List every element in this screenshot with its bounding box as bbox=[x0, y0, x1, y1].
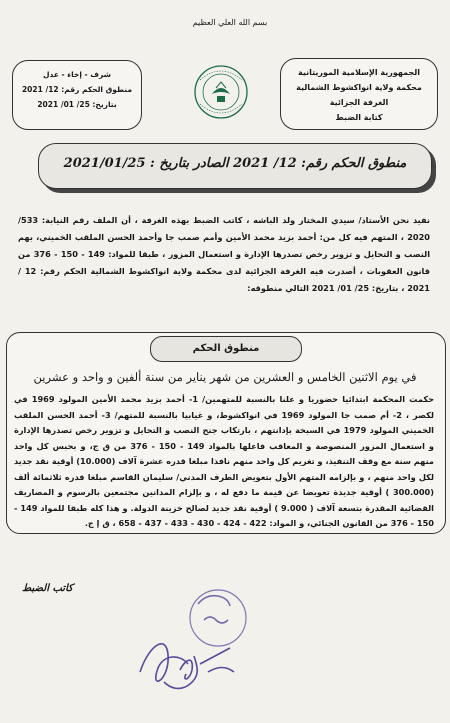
judgment-reference-box bbox=[12, 60, 142, 130]
country-name: الجمهورية الإسلامية الموريتانية bbox=[297, 68, 421, 77]
signature-stamp bbox=[120, 560, 270, 710]
court-name: محكمة ولاية انواكشوط الشمالية bbox=[296, 83, 422, 92]
ruling-date-line: في يوم الاثنين الخامس و العشرين من شهر يناير من سنة ألفين و واحد و عشرين bbox=[33, 370, 417, 384]
ruling-heading: منطوق الحكم bbox=[150, 336, 302, 362]
ruling-body: حكمت المحكمة ابتدائيا حضوريا و علنا بالنسبة للمتهمين/ 1- أحمد بزيد محمد الأمين المولود 1969 في لكصر ، 2- أم صمب جا المولود 1969 في انواكشوط، و غيابيا بالنسبة للمتهم/ 3- أحمد الحسن الملقب الخميني المولود 1979 في السبخة بإدانتهم ، بارتكاب جنح النصب و التحايل و تزوير رخص تصدرها الإدارة و استعمال المزور المنصوصة و المعاقب فاعلها بالمواد 149 - 150 - 376 من ق ج، و بحبس كل واحد منهم سنة مع وقف التنفيذ، و تغريم كل واحد منهم نافذا مبلغا قدره عشرة آلاف (10.000) أوقية نقد جديد لكل واحد منهم ، و بإلزامه المتهم الأول بتعويض الطرف المدني/ سليمان القاسم مبلغا قدره ثلاثمائة ألف (300.000 ) أوقية جديدة تعويضا عن قيمة ما دفع له ، و بإلزام المدانين مجتمعين بالرسوم و المصاريف القضائية المقدرة بتسعة آلاف ( 9.000 ) أوقية نقد جديد لصالح خزينة الدولة. و هذا كله طبقا للمواد 149 - 150 - 376 من القانون الجنائي، و المواد: 422 - 424 - 430 - 433 - 437 - 658 ، ق إ ج. bbox=[14, 394, 434, 528]
institution-header-box bbox=[280, 58, 438, 130]
document-title: منطوق الحكم رقم: 12/ 2021 الصادر بتاريخ : 2021/01/25 bbox=[63, 156, 407, 171]
judgment-date: بتاريخ: 25/ 01/ 2021 bbox=[37, 100, 117, 109]
court-stamp-emblem bbox=[190, 64, 252, 120]
judgment-number: منطوق الحكم رقم: 12/ 2021 bbox=[21, 85, 133, 94]
motto: شرف - إخاء - عدل bbox=[42, 70, 111, 79]
registry-name: كتابة الضبط bbox=[335, 113, 383, 122]
chamber-name: الغرفة الجزائية bbox=[329, 98, 389, 107]
intro-paragraph: نفيد نحن الأستاذ/ سيدي المختار ولد الباشه ، كاتب الضبط بهذه الغرفة ، أن الملف رقم النيابة: 533/ 2020 ، المتهم فيه كل من: أحمد بزيد محمد الأمين وأمم صمب جا وأحمد الحسن الملقب الخميني، بهم النصب و التحايل و تزوير رخص تصدرها الإدارة و استعمال المزور ، طبقا للمواد: 149 - 150 - 376 من قانون العقوبات ، أصدرت فيه الغرفة الجزائية لدى محكمة ولاية انواكشوط الشمالية الحكم رقم: 12 / 2021 ، بتاريخ: 25/ 01/ 2021 التالي منطوقه: bbox=[18, 215, 431, 293]
document-title-box bbox=[38, 143, 432, 189]
clerk-signature-label: كاتب الضبط bbox=[22, 583, 73, 594]
basmala: بسم الله العلي العظيم bbox=[192, 18, 268, 27]
